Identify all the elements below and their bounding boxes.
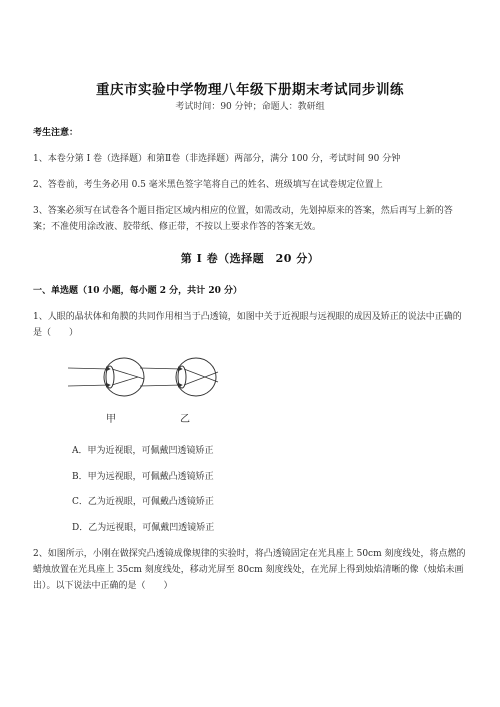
question-2-stem: 2、如图所示，小刚在做探究凸透镜成像规律的实验时，将凸透镜固定在光具座上 50cm 刻度线处，将点燃的蜡烛放置在光具座上 35cm 刻度线处，移动光屏至 80cm 刻度线处，在光屏上得到烛焰清晰的像（烛焰未画出）。以下说法中正确的是（ ） (33, 549, 466, 591)
option-a: A．甲为近视眼，可佩戴凹透镜矫正 (72, 446, 214, 456)
exam-info: 考试时间：90 分钟；命题人：教研组 (175, 102, 325, 112)
eye-diagram-yi (138, 352, 228, 402)
notice-item-2: 2、答卷前，考生务必用 0.5 毫米黑色签字笔将自己的姓名、班级填写在试卷规定位置上 (33, 180, 383, 190)
page-title: 重庆市实验中学物理八年级下册期末考试同步训练 (96, 82, 404, 98)
question-1-stem: 1、人眼的晶状体和角膜的共同作用相当于凸透镜，如图中关于近视眼与远视眼的成因及矫正的说法中正确的是（ ） (33, 312, 462, 338)
figure-label-yi: 乙 (180, 414, 190, 425)
section-title: 第 I 卷（选择题 20 分） (180, 252, 320, 265)
notice-heading: 考生注意： (33, 128, 79, 138)
notice-item-3: 3、答案必须写在试卷各个题目指定区域内相应的位置，如需改动，先划掉原来的答案，然后再写上新的答案；不准使用涂改液、胶带纸、修正带，不按以上要求作答的答案无效。 (33, 206, 453, 232)
option-c: C．乙为近视眼，可佩戴凸透镜矫正 (72, 497, 214, 507)
figure-label-jia: 甲 (106, 414, 116, 425)
part-heading: 一、单选题（10 小题，每小题 2 分，共计 20 分） (33, 286, 242, 296)
option-b: B．甲为远视眼，可佩戴凸透镜矫正 (72, 472, 214, 482)
notice-item-1: 1、本卷分第 I 卷（选择题）和第Ⅱ卷（非选择题）两部分，满分 100 分，考试时间 90 分钟 (33, 154, 401, 164)
option-d: D．乙为远视眼，可佩戴凹透镜矫正 (72, 523, 215, 533)
